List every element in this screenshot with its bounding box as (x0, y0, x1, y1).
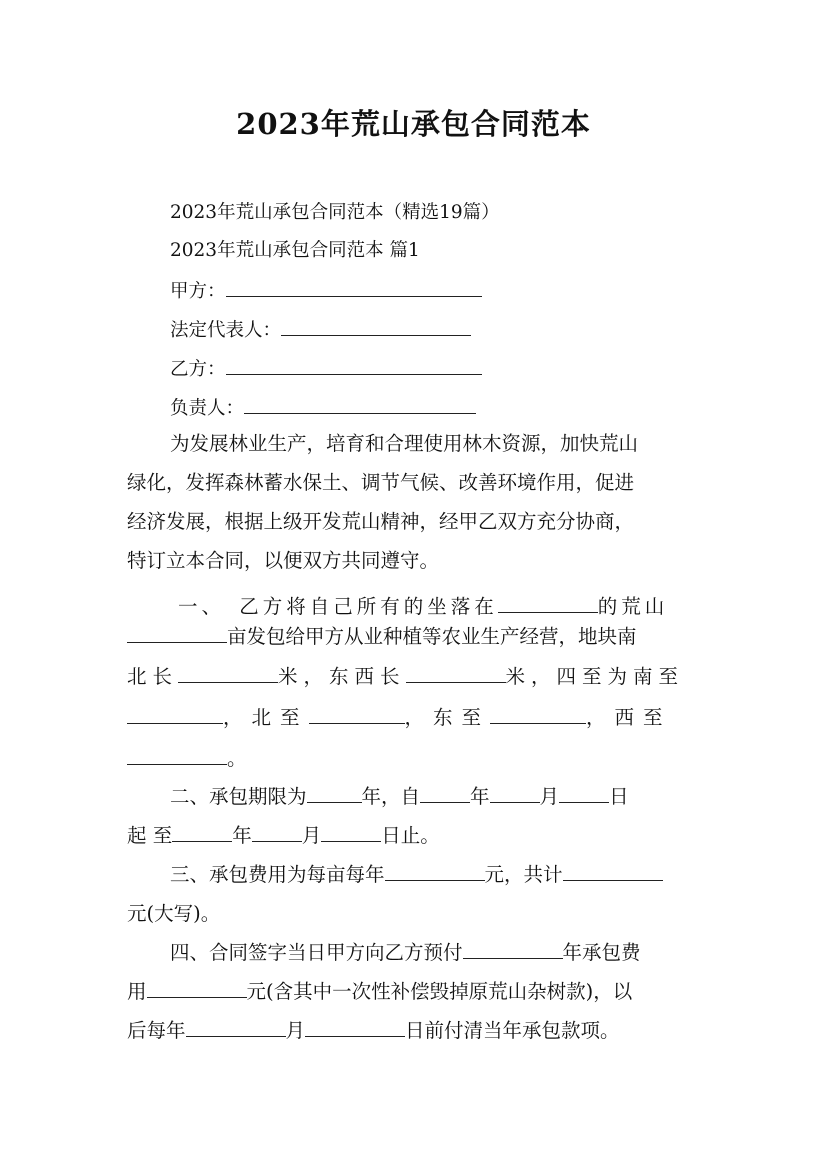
person-in-charge-label: 负责人： (170, 398, 245, 419)
intro-line: 特订立本合同，以便双方共同遵守。 (127, 549, 440, 572)
clause2-text: 起 至 (127, 824, 173, 847)
party-a-label: 甲方： (170, 281, 226, 302)
document-subtitle: 2023年荒山承包合同范本（精选19篇） (170, 202, 500, 223)
clause1-text: 的荒山 (597, 595, 669, 618)
clause1-text: 一、 乙方将自己所有的坐落在 (178, 595, 498, 618)
start-month-blank[interactable] (490, 782, 540, 803)
south-boundary-blank[interactable] (127, 703, 223, 724)
clause4-text: 月 (285, 1019, 306, 1042)
location-blank[interactable] (498, 592, 598, 613)
clause4-line2 (127, 971, 703, 1013)
end-month-blank[interactable] (252, 821, 302, 842)
start-year-blank[interactable] (420, 782, 470, 803)
east-west-length-blank[interactable] (406, 662, 506, 683)
clause4-text: 日前付清当年承包款项。 (405, 1019, 620, 1042)
clause4-text: 后每年 (127, 1019, 186, 1042)
clause4-text: 元(含其中一次性补偿毁掉原荒山杂树款)，以 (246, 980, 633, 1003)
clause2-line1 (170, 776, 746, 818)
clause3-text: 三、承包费用为每亩每年 (170, 863, 385, 886)
annual-payment-day-blank[interactable] (305, 1016, 405, 1037)
start-day-blank[interactable] (559, 782, 609, 803)
clause1-text: ，北至 (223, 706, 309, 729)
clause2-line2 (127, 815, 703, 857)
clause3-line1 (170, 854, 746, 896)
clause1-text: 米，四至为南至 (505, 665, 685, 688)
term-years-blank[interactable] (307, 782, 362, 803)
intro-line: 为发展林业生产，培育和合理使用林木资源，加快荒山 (170, 432, 639, 455)
end-year-blank[interactable] (172, 821, 232, 842)
end-day-blank[interactable] (321, 821, 381, 842)
clause3-text: 元，共计 (484, 863, 563, 886)
prepaid-amount-blank[interactable] (147, 977, 247, 998)
party-b-line (170, 354, 482, 384)
person-in-charge-blank[interactable] (244, 393, 476, 414)
clause1-text: 。 (227, 747, 247, 770)
clause2-text: 二、承包期限为 (170, 785, 307, 808)
clause2-text: 年 (470, 785, 490, 808)
clause2-text: 日 (609, 785, 629, 808)
clause1-line5 (127, 738, 703, 780)
clause1-text: ，东至 (404, 706, 491, 729)
party-a-line (170, 276, 482, 306)
clause1-line3 (127, 656, 703, 698)
clause1-text: ，西至 (586, 706, 672, 729)
party-b-blank[interactable] (226, 354, 482, 375)
north-south-length-blank[interactable] (178, 662, 278, 683)
legal-rep-label: 法定代表人： (170, 320, 282, 341)
west-boundary-blank[interactable] (127, 744, 227, 765)
east-boundary-blank[interactable] (490, 703, 586, 724)
clause4-text: 四、合同签字当日甲方向乙方预付 (170, 941, 463, 964)
person-in-charge-line (170, 393, 476, 423)
clause4-line1 (170, 932, 746, 974)
page-title: 2023年荒山承包合同范本 (236, 107, 591, 141)
area-mu-blank[interactable] (127, 622, 227, 643)
clause4-text: 年承包费 (562, 941, 641, 964)
clause1-text: 北长 (127, 665, 179, 688)
section-heading: 2023年荒山承包合同范本 篇1 (170, 240, 420, 261)
prepaid-years-blank[interactable] (463, 938, 563, 959)
clause1-line4 (127, 697, 703, 739)
clause4-text: 用 (127, 980, 147, 1003)
intro-line: 绿化，发挥森林蓄水保土、调节气候、改善环境作用，促进 (127, 471, 635, 494)
clause1-text: 米，东西长 (278, 665, 406, 688)
party-b-label: 乙方： (170, 359, 226, 380)
fee-per-mu-blank[interactable] (385, 860, 485, 881)
legal-rep-line (170, 315, 471, 345)
total-fee-blank[interactable] (563, 860, 663, 881)
intro-line: 经济发展，根据上级开发荒山精神，经甲乙双方充分协商， (127, 510, 635, 533)
annual-payment-month-blank[interactable] (186, 1016, 286, 1037)
clause3-line2: 元(大写)。 (127, 902, 221, 925)
party-a-blank[interactable] (226, 276, 482, 297)
clause1-text: 亩发包给甲方从业种植等农业生产经营，地块南 (227, 625, 637, 648)
clause2-text: 年，自 (361, 785, 421, 808)
clause2-text: 日止。 (381, 824, 440, 847)
clause1-line2 (127, 616, 703, 658)
clause4-line3 (127, 1010, 703, 1052)
clause2-text: 年 (232, 824, 252, 847)
legal-rep-blank[interactable] (281, 315, 471, 336)
north-boundary-blank[interactable] (309, 703, 405, 724)
clause2-text: 月 (539, 785, 560, 808)
clause2-text: 月 (301, 824, 322, 847)
